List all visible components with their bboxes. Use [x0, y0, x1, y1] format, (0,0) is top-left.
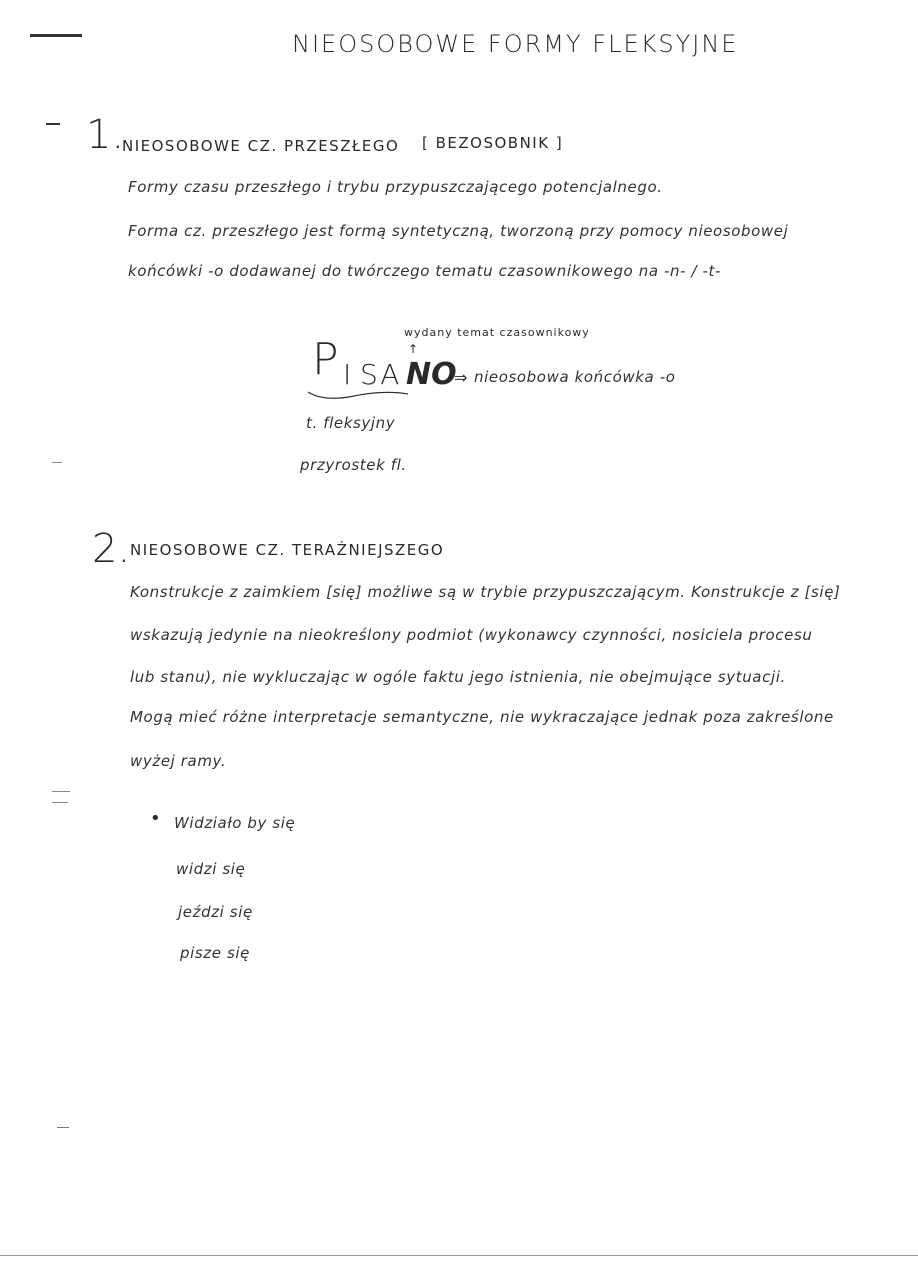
right-arrow-icon: ⇒: [454, 368, 468, 387]
page-bottom-edge: [0, 1255, 918, 1256]
example-below-1: t. fleksyjny: [306, 414, 396, 432]
section2-line-1: Konstrukcje z zaimkiem [się] możliwe są w trybie przypuszczającym. Konstrukcje z [się]: [130, 583, 841, 601]
list-item-4: pisze się: [180, 944, 250, 962]
section1-number: 1.: [86, 112, 125, 158]
section1-line-1: Formy czasu przeszłego i trybu przypuszczającego potencjalnego.: [128, 178, 663, 196]
list-item-3: jeździ się: [178, 903, 253, 921]
section2-line-2: wskazują jedynie na nieokreślony podmiot (wykonawcy czynności, nosiciela procesu: [130, 626, 813, 644]
margin-mark-section1: [46, 123, 60, 125]
section2-line-5: wyżej ramy.: [130, 752, 227, 770]
section1-line-3: końcówki -o dodawanej do twórczego tematu czasownikowego na -n- / -t-: [128, 262, 722, 280]
example-underline-brace: [304, 386, 414, 406]
example-letter-p: P: [312, 334, 339, 385]
example-below-2: przyrostek fl.: [300, 456, 407, 474]
section2-line-4: Mogą mieć różne interpretacje semantyczne, nie wykraczające jednak poza zakreślone: [130, 708, 834, 726]
section1-bracket: [ BEZOSOBNIK ]: [422, 134, 564, 152]
example-letter-i: I: [343, 358, 354, 391]
margin-mark-bottom: [57, 1127, 69, 1128]
example-arrow-label: nieosobowa końcówka -o: [474, 368, 676, 386]
section2-heading: NIEOSOBOWE CZ. TERAŹNIEJSZEGO: [130, 541, 445, 559]
section2-number: 2.: [92, 526, 131, 572]
margin-mark-mid1: [52, 462, 62, 463]
example-ending-no: NO: [406, 357, 457, 392]
list-item-2: widzi się: [176, 860, 246, 878]
margin-mark-mid3: [52, 802, 68, 803]
list-bullet: •: [150, 808, 161, 829]
page-title: NIEOSOBOWE FORMY FLEKSYJNE: [292, 30, 739, 58]
margin-mark-top: [30, 34, 82, 37]
section2-line-3: lub stanu), nie wykluczając w ogóle faktu jego istnienia, nie obejmujące sytuacji.: [130, 668, 786, 686]
section1-line-2: Forma cz. przeszłego jest formą syntetyczną, tworzoną przy pomocy nieosobowej: [128, 222, 789, 240]
example-note-above: wydany temat czasownikowy: [404, 326, 590, 339]
list-item-1: Widziało by się: [174, 814, 296, 832]
example-letters-sa: SA: [360, 358, 402, 391]
up-arrow-icon: ↑: [408, 342, 419, 356]
section1-heading: NIEOSOBOWE CZ. PRZESZŁEGO: [122, 137, 400, 155]
margin-mark-mid2: [52, 791, 70, 792]
